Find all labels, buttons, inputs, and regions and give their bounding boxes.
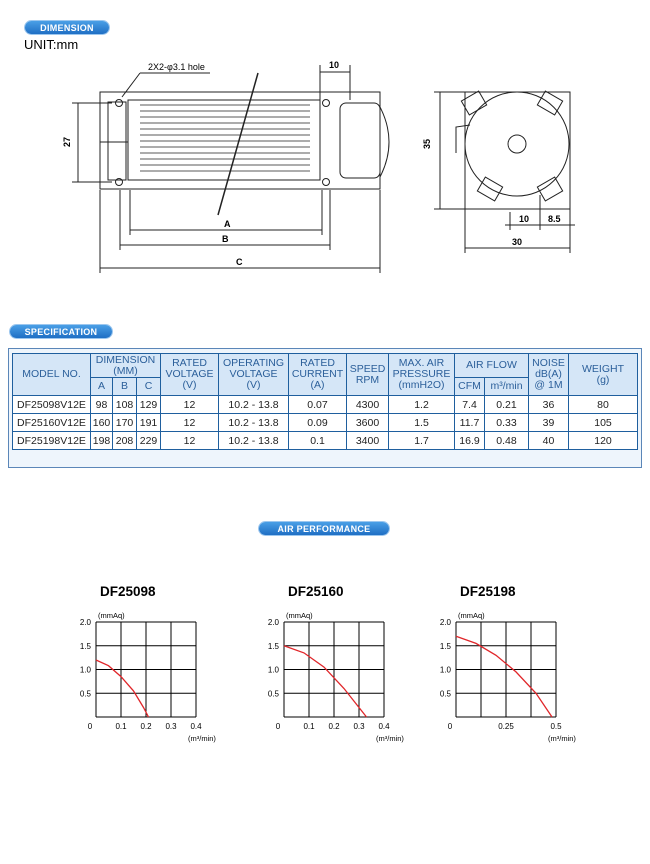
y-tick-label: 1.5 [79,641,91,651]
y-tick-label: 2.0 [439,618,451,627]
x-tick-label: 0.25 [498,722,514,731]
header-model: MODEL NO. [13,354,91,396]
svg-text:A: A [224,219,231,229]
cell-m3min: 0.21 [485,396,529,414]
cell-rated-current: 0.07 [289,396,347,414]
cell-model: DF25160V12E [13,414,91,432]
svg-text:27: 27 [62,136,72,147]
performance-chart-3 [430,580,600,745]
x-tick-label: 0.5 [550,722,562,731]
y-tick-label: 1.0 [79,665,91,675]
cell-c: 191 [137,414,161,432]
x-tick-label: 0.4 [190,722,202,731]
table-row [13,414,638,432]
header-b: B [113,378,137,396]
header-airflow: AIR FLOW [455,354,529,378]
svg-text:8.5: 8.5 [548,214,561,224]
x-tick-label: 0 [275,722,281,731]
x-tick-label: 0 [87,722,93,731]
y-axis-label: (mmAq) [458,611,485,620]
y-tick-label: 2.0 [79,618,91,627]
cell-rated-current: 0.09 [289,414,347,432]
header-operating-voltage: OPERATING VOLTAGE (V) [219,354,289,396]
header-rated-current: RATED CURRENT (A) [289,354,347,396]
x-tick-label: 0.2 [140,722,152,731]
cell-pressure: 1.7 [389,432,455,450]
svg-text:C: C [236,257,243,267]
header-speed: SPEED RPM [347,354,389,396]
svg-text:B: B [222,234,229,244]
cell-weight: 80 [569,396,638,414]
header-pressure: MAX. AIR PRESSURE (mmH2O) [389,354,455,396]
cell-model: DF25098V12E [13,396,91,414]
chart-title: DF25198 [460,584,516,599]
cell-noise: 39 [529,414,569,432]
performance-chart-2 [258,580,428,745]
cell-rated-voltage: 12 [161,396,219,414]
cell-speed: 3600 [347,414,389,432]
x-tick-label: 0.3 [165,722,177,731]
cell-operating-voltage: 10.2 - 13.8 [219,414,289,432]
svg-text:30: 30 [512,237,523,247]
y-axis-label: (mmAq) [98,611,125,620]
performance-curve [284,646,367,717]
fan-side-outline [100,92,380,189]
cell-cfm: 7.4 [455,396,485,414]
header-cfm: CFM [455,378,485,396]
header-rated-voltage: RATED VOLTAGE (V) [161,354,219,396]
cell-cfm: 11.7 [455,414,485,432]
header-dimension: DIMENSION (MM) [91,354,161,378]
cell-b: 208 [113,432,137,450]
y-tick-label: 1.5 [267,641,279,651]
x-tick-label: 0.4 [378,722,390,731]
cell-weight: 120 [569,432,638,450]
x-tick-label: 0.3 [353,722,365,731]
cell-noise: 36 [529,396,569,414]
cell-a: 198 [91,432,113,450]
cell-operating-voltage: 10.2 - 13.8 [219,396,289,414]
cell-noise: 40 [529,432,569,450]
x-tick-label: 0.1 [115,722,127,731]
cell-speed: 4300 [347,396,389,414]
x-axis-label: (m³/min) [376,734,404,743]
svg-text:10: 10 [329,60,340,70]
cell-speed: 3400 [347,432,389,450]
air-performance-section-label: AIR PERFORMANCE [259,522,389,535]
header-weight: WEIGHT (g) [569,354,638,396]
cell-model: DF25198V12E [13,432,91,450]
cell-b: 170 [113,414,137,432]
x-axis-label: (m³/min) [188,734,216,743]
y-axis-label: (mmAq) [286,611,313,620]
svg-text:10: 10 [519,214,530,224]
dimension-drawing [0,55,650,290]
header-a: A [91,378,113,396]
hole-note: 2X2-φ3.1 hole [148,62,205,72]
header-m3min: m³/min [485,378,529,396]
chart-title: DF25160 [288,584,344,599]
y-tick-label: 0.5 [439,689,451,699]
y-tick-label: 1.0 [267,665,279,675]
x-tick-label: 0.1 [303,722,315,731]
x-axis-label: (m³/min) [548,734,576,743]
chart-plot [258,580,428,745]
specification-table [12,353,638,450]
specification-table-frame [8,348,642,468]
cell-b: 108 [113,396,137,414]
unit-label: UNIT:mm [24,37,79,52]
chart-plot [70,580,240,745]
cell-rated-voltage: 12 [161,414,219,432]
table-row [13,396,638,414]
cell-m3min: 0.48 [485,432,529,450]
header-c: C [137,378,161,396]
table-row [13,432,638,450]
header-noise: NOISE dB(A) @ 1M [529,354,569,396]
performance-chart-1 [70,580,240,745]
cell-a: 160 [91,414,113,432]
y-tick-label: 0.5 [267,689,279,699]
cell-operating-voltage: 10.2 - 13.8 [219,432,289,450]
cell-cfm: 16.9 [455,432,485,450]
cell-c: 229 [137,432,161,450]
cell-a: 98 [91,396,113,414]
performance-curve [456,636,552,717]
chart-plot [430,580,600,745]
cell-m3min: 0.33 [485,414,529,432]
y-tick-label: 1.5 [439,641,451,651]
y-tick-label: 1.0 [439,665,451,675]
y-tick-label: 0.5 [79,689,91,699]
fan-end-outline [465,92,570,209]
chart-title: DF25098 [100,584,156,599]
x-tick-label: 0.2 [328,722,340,731]
y-tick-label: 2.0 [267,618,279,627]
cell-pressure: 1.5 [389,414,455,432]
cell-weight: 105 [569,414,638,432]
cell-c: 129 [137,396,161,414]
cell-rated-voltage: 12 [161,432,219,450]
performance-curve [96,660,149,717]
specification-section-label: SPECIFICATION [10,325,112,338]
svg-text:35: 35 [422,138,432,149]
x-tick-label: 0 [447,722,453,731]
cell-rated-current: 0.1 [289,432,347,450]
dimension-section-label: DIMENSION [25,21,109,34]
cell-pressure: 1.2 [389,396,455,414]
